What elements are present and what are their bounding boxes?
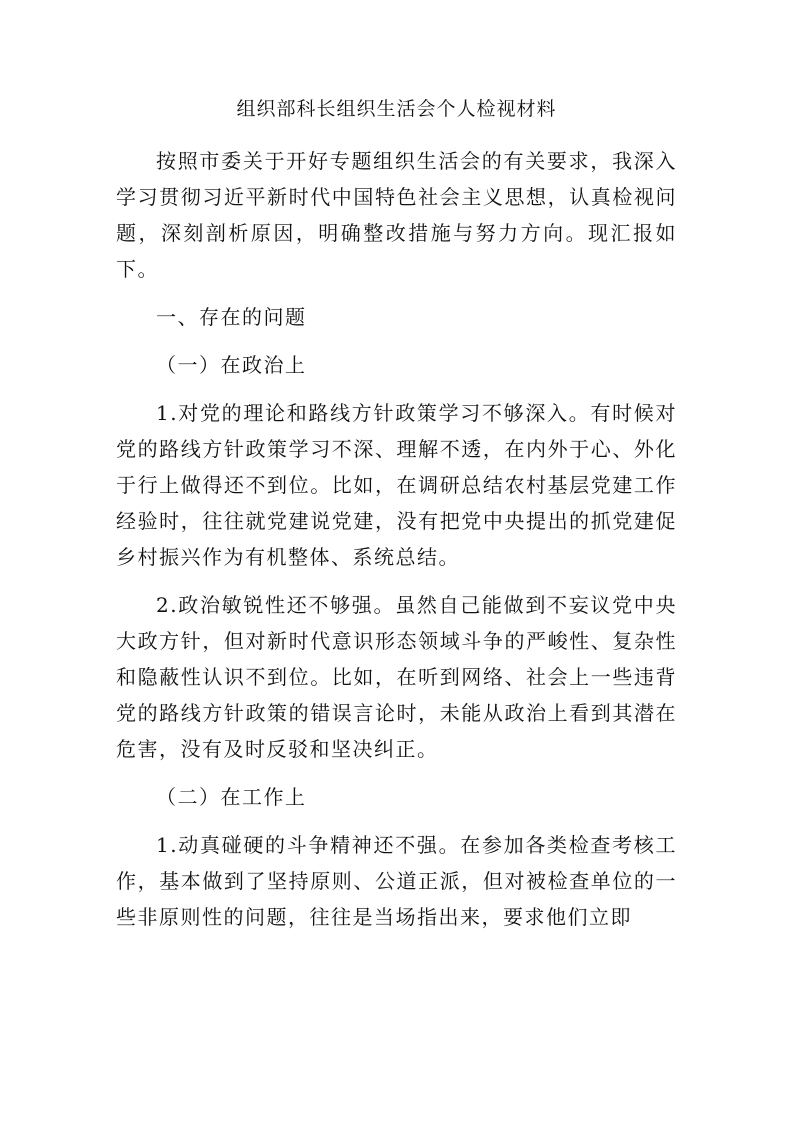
political-item-1: 1.对党的理论和路线方针政策学习不够深入。有时候对党的路线方针政策学习不深、理解不透，在内外于心、外化于行上做得还不到位。比如，在调研总结农村基层党建工作经验时，往往就党建说党建，没有把党中央提出的抓党建促乡村振兴作为有机整体、系统总结。: [116, 401, 677, 569]
document-body: [116, 143, 677, 947]
section-heading-problems: 一、存在的问题: [156, 305, 307, 329]
subsection-heading-work: （二）在工作上: [156, 785, 307, 809]
intro-paragraph: 按照市委关于开好专题组织生活会的有关要求，我深入学习贯彻习近平新时代中国特色社会主义思想，认真检视问题，深刻剖析原因，明确整改措施与努力方向。现汇报如下。: [116, 149, 677, 281]
subsection-heading-political: （一）在政治上: [156, 353, 307, 377]
document-title: 组织部科长组织生活会个人检视材料: [236, 98, 557, 120]
work-item-1: 1.动真碰硬的斗争精神还不强。在参加各类检查考核工作，基本做到了坚持原则、公道正派，但对被检查单位的一些非原则性的问题，往往是当场指出来，要求他们立即: [116, 833, 677, 929]
political-item-2: 2.政治敏锐性还不够强。虽然自己能做到不妄议党中央大政方针，但对新时代意识形态领域斗争的严峻性、复杂性和隐蔽性认识不到位。比如，在听到网络、社会上一些违背党的路线方针政策的错误言论时，未能从政治上看到其潜在危害，没有及时反驳和坚决纠正。: [116, 593, 677, 761]
